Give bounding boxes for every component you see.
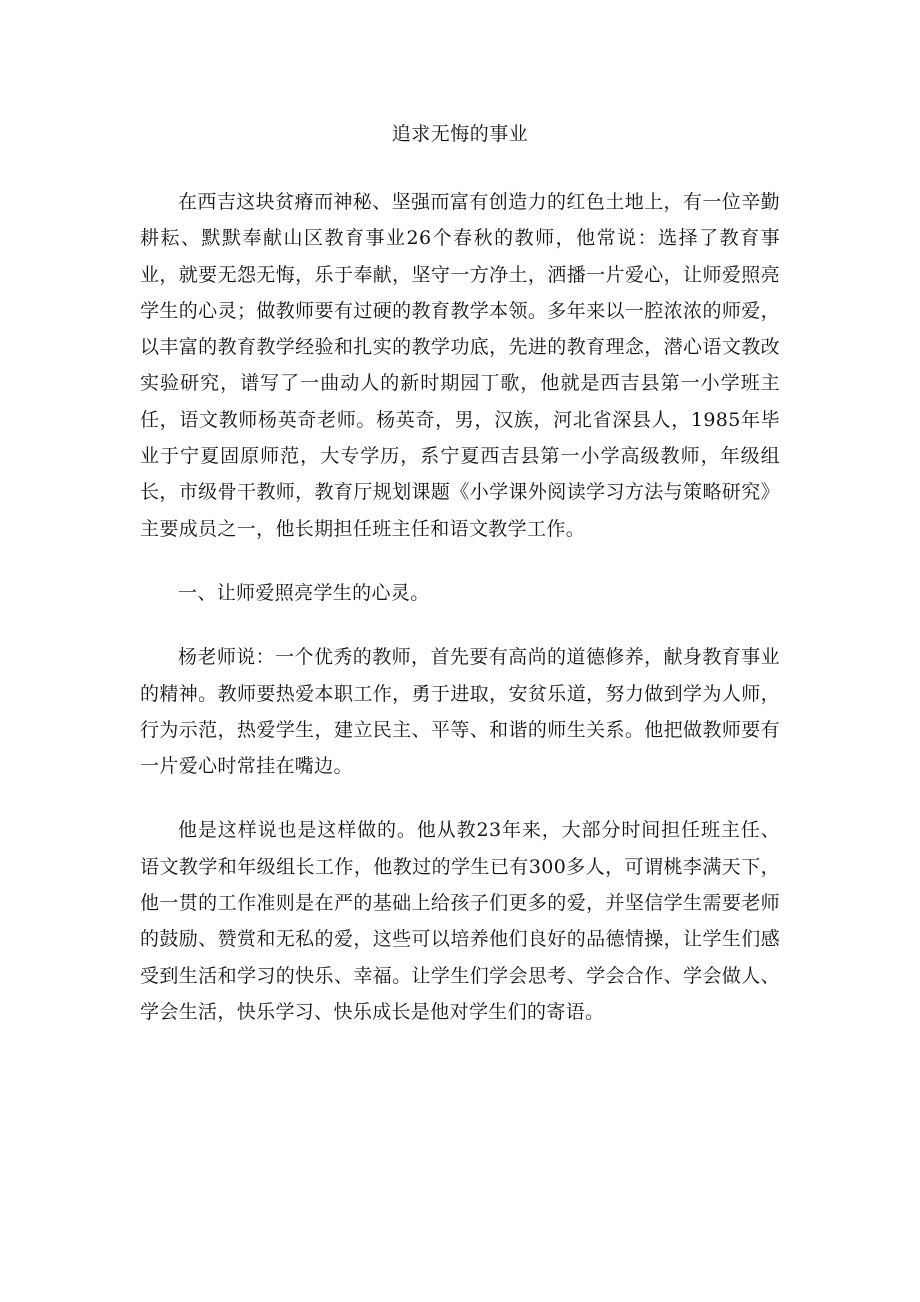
section-heading-1: 一、让师爱照亮学生的心灵。 <box>178 581 430 604</box>
paragraph-intro: 在西吉这块贫瘠而神秘、坚强而富有创造力的红色土地上，有一位辛勤耕耘、默默奉献山区教育事业26个春秋的教师，他常说：选择了教育事业，就要无怨无悔，乐于奉献，坚守一方净土，洒播一片爱心，让师爱照亮学生的心灵；做教师要有过硬的教育教学本领。多年来以一腔浓浓的师爱，以丰富的教育教学经验和扎实的教学功底，先进的教育理念，潜心语文教改实验研究，谱写了一曲动人的新时期园丁歌，他就是西吉县第一小学班主任，语文教师杨英奇老师。杨英奇，男，汉族，河北省深县人，1985年毕业于宁夏固原师范，大专学历，系宁夏西吉县第一小学高级教师，年级组长，市级骨干教师，教育厅规划课题《小学课外阅读学习方法与策略研究》主要成员之一，他长期担任班主任和语文教学工作。 <box>140 191 780 540</box>
paragraph-teacher-says: 杨老师说：一个优秀的教师，首先要有高尚的道德修养，献身教育事业的精神。教师要热爱本职工作，勇于进取，安贫乐道，努力做到学为人师，行为示范，热爱学生，建立民主、平等、和谐的师生关系。他把做教师要有一片爱心时常挂在嘴边。 <box>140 646 780 778</box>
paragraph-practice: 他是这样说也是这样做的。他从教23年来，大部分时间担任班主任、语文教学和年级组长工作，他教过的学生已有300多人，可谓桃李满天下，他一贯的工作准则是在严的基础上给孩子们更多的爱，并坚信学生需要老师的鼓励、赞赏和无私的爱，这些可以培养他们良好的品德情操，让学生们感受到生活和学习的快乐、幸福。让学生们学会思考、学会合作、学会做人、学会生活，快乐学习、快乐成长是他对学生们的寄语。 <box>140 819 780 1023</box>
document-body <box>140 184 780 1030</box>
document-title: 追求无悔的事业 <box>391 123 529 145</box>
